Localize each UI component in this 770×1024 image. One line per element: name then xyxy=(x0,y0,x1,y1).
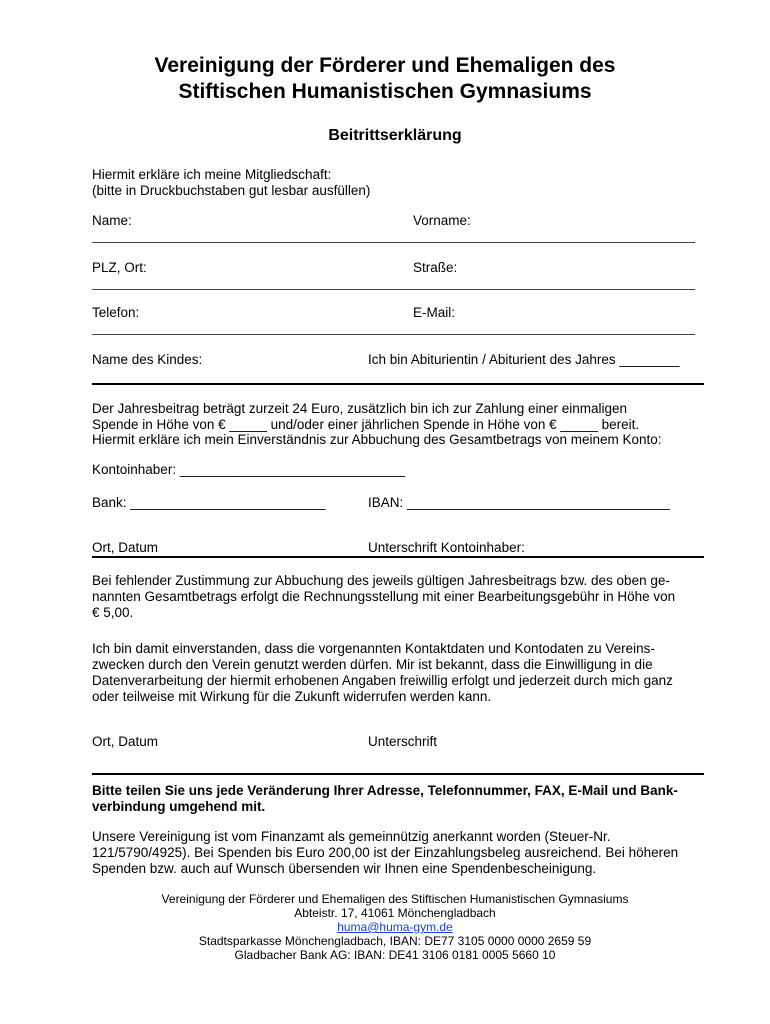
abitur-label: Ich bin Abiturientin / Abiturient des Jahres ________ xyxy=(368,352,680,367)
document-subtitle: Beitrittserklärung xyxy=(328,127,462,144)
changes-line-1: Bitte teilen Sie uns jede Veränderung Ihrer Adresse, Telefonnummer, FAX, E-Mail und Bank- xyxy=(92,783,678,798)
address-fill-line[interactable] xyxy=(92,289,695,290)
intro-line-1: Hiermit erkläre ich meine Mitgliedschaft: xyxy=(92,167,332,182)
tax-line-1: Unsere Vereinigung ist vom Finanzamt als gemeinnützig anerkannt worden (Steuer-Nr. xyxy=(92,829,611,844)
page-title-line-2: Stiftischen Humanistischen Gymnasiums xyxy=(178,80,592,103)
footer-bank-2: Gladbacher Bank AG: IBAN: DE41 3106 0181 0005 5660 10 xyxy=(234,948,556,962)
changes-line-2: verbindung umgehend mit. xyxy=(92,799,266,814)
plz-ort-label: PLZ, Ort: xyxy=(92,260,147,275)
page-title-line-1: Vereinigung der Förderer und Ehemaligen des xyxy=(154,54,616,77)
consent-line-2: zwecken durch den Verein genutzt werden dürfen. Mir ist bekannt, dass die Einwilligung in die xyxy=(92,657,653,672)
tax-line-3: Spenden bzw. auch auf Wunsch übersenden wir Ihnen eine Spendenbescheinigung. xyxy=(92,861,597,876)
email-label: E-Mail: xyxy=(413,305,456,320)
notice-line-2: nannten Gesamtbetrags erfolgt die Rechnungsstellung mit einer Bearbeitungsgebühr in Höhe von xyxy=(92,589,676,604)
unterschrift-kontoinhaber-label: Unterschrift Kontoinhaber: xyxy=(368,540,525,555)
unterschrift-label: Unterschrift xyxy=(368,734,438,749)
section-divider-1 xyxy=(92,383,704,385)
section-divider-2 xyxy=(92,556,704,558)
kind-label: Name des Kindes: xyxy=(92,352,203,367)
strasse-label: Straße: xyxy=(413,260,458,275)
footer-organization: Vereinigung der Förderer und Ehemaligen des Stiftischen Humanistischen Gymnasiums xyxy=(161,892,629,906)
iban-field[interactable]: IBAN: ___________________________________ xyxy=(368,495,670,510)
notice-line-3: € 5,00. xyxy=(92,605,134,620)
contact-fill-line[interactable] xyxy=(92,334,695,335)
fee-line-3: Hiermit erkläre ich mein Einverständnis zur Abbuchung des Gesamtbetrags von meinem Konto: xyxy=(92,432,662,447)
footer-bank-1: Stadtsparkasse Mönchengladbach, IBAN: DE77 3105 0000 0000 2659 59 xyxy=(198,934,592,948)
telefon-label: Telefon: xyxy=(92,305,140,320)
name-fill-line[interactable] xyxy=(92,242,695,243)
fee-line-2: Spende in Höhe von € _____ und/oder einer jährlichen Spende in Höhe von € _____ bereit. xyxy=(92,417,640,432)
footer-address: Abteistr. 17, 41061 Mönchengladbach xyxy=(294,906,496,920)
notice-line-1: Bei fehlender Zustimmung zur Abbuchung des jeweils gültigen Jahresbeitrags bzw. des oben ge- xyxy=(92,573,670,588)
footer-email-row xyxy=(0,920,770,934)
consent-line-4: oder teilweise mit Wirkung für die Zukunft widerrufen werden kann. xyxy=(92,689,492,704)
vorname-label: Vorname: xyxy=(413,213,471,228)
tax-line-2: 121/5790/4925). Bei Spenden bis Euro 200,00 ist der Einzahlungsbeleg ausreichend. Bei höheren xyxy=(92,845,679,860)
bank-field[interactable]: Bank: __________________________ xyxy=(92,495,326,510)
intro-line-2: (bitte in Druckbuchstaben gut lesbar ausfüllen) xyxy=(92,183,371,198)
name-label: Name: xyxy=(92,213,132,228)
consent-line-1: Ich bin damit einverstanden, dass die vorgenannten Kontaktdaten und Kontodaten zu Vereins- xyxy=(92,641,655,656)
footer-email-link[interactable]: huma@huma-gym.de xyxy=(337,920,453,934)
kontoinhaber-field[interactable]: Kontoinhaber: ______________________________ xyxy=(92,462,406,477)
ort-datum-label-1: Ort, Datum xyxy=(92,540,159,555)
fee-line-1: Der Jahresbeitrag beträgt zurzeit 24 Euro, zusätzlich bin ich zur Zahlung einer einmaligen xyxy=(92,401,628,416)
ort-datum-label-2: Ort, Datum xyxy=(92,734,159,749)
consent-line-3: Datenverarbeitung der hiermit erhobenen Angaben freiwillig erfolgt und jederzeit durch mich ganz xyxy=(92,673,673,688)
section-divider-3 xyxy=(92,773,704,775)
